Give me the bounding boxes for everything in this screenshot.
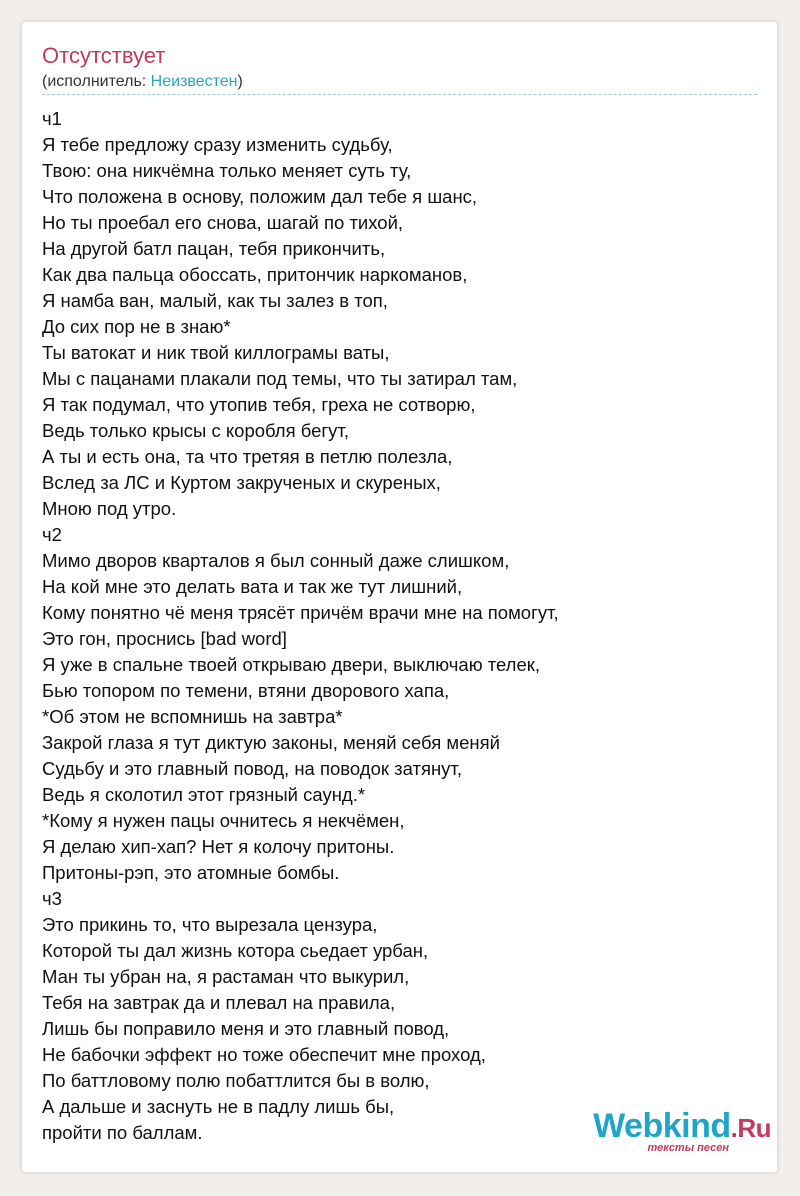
lyric-line: Вслед за ЛС и Куртом закрученых и скуреных,	[42, 472, 441, 493]
lyric-line: Это гон, проснись [bad word]	[42, 628, 287, 649]
lyric-line: Лишь бы поправило меня и это главный повод,	[42, 1018, 450, 1039]
lyric-line: Которой ты дал жизнь котора сьедает урбан,	[42, 940, 429, 961]
song-title: Отсутствует	[42, 43, 166, 68]
lyric-line: Ты ватокат и ник твой киллограмы ваты,	[42, 342, 390, 363]
logo-tld-text: .Ru	[730, 1113, 771, 1143]
artist-prefix: (исполнитель:	[42, 73, 151, 90]
logo-wordmark	[593, 1108, 771, 1146]
lyric-line: Мною под утро.	[42, 498, 177, 519]
lyrics-card	[22, 22, 777, 1172]
lyrics-text	[42, 106, 757, 1146]
lyric-line: Твою: она никчёмна только меняет суть ту,	[42, 160, 412, 181]
lyric-line: Тебя на завтрак да и плевал на правила,	[42, 992, 396, 1013]
logo-main-text: Webkind	[593, 1107, 731, 1145]
lyric-line: пройти по баллам.	[42, 1122, 203, 1143]
lyric-line: Я намба ван, малый, как ты залез в топ,	[42, 290, 388, 311]
lyric-line: Притоны-рэп, это атомные бомбы.	[42, 862, 340, 883]
lyric-line: Ман ты убран на, я растаман что выкурил,	[42, 966, 410, 987]
lyric-line: А дальше и заснуть не в падлу лишь бы,	[42, 1096, 395, 1117]
lyric-line: Закрой глаза я тут диктую законы, меняй себя меняй	[42, 732, 500, 753]
artist-link[interactable]: Неизвестен	[150, 73, 238, 90]
lyric-line: Я делаю хип-хап? Нет я колочу притоны.	[42, 836, 395, 857]
lyric-line: Мимо дворов кварталов я был сонный даже слишком,	[42, 550, 510, 571]
lyric-line: Кому понятно чё меня трясёт причём врачи мне на помогут,	[42, 602, 559, 623]
lyric-line: ч2	[42, 524, 62, 545]
lyric-line: Ведь только крысы с коробля бегут,	[42, 420, 349, 441]
lyric-line: Что положена в основу, положим дал тебе я шанс,	[42, 186, 478, 207]
lyric-line: До сих пор не в знаю*	[42, 316, 231, 337]
lyric-line: Я уже в спальне твоей открываю двери, выключаю телек,	[42, 654, 540, 675]
lyric-line: Это прикинь то, что вырезала цензура,	[42, 914, 378, 935]
lyric-line: *Кому я нужен пацы очнитесь я некчёмен,	[42, 810, 405, 831]
logo-tagline: тексты песен	[647, 1142, 729, 1154]
lyric-line: Я тебе предложу сразу изменить судьбу,	[42, 134, 393, 155]
lyric-line: Но ты проебал его снова, шагай по тихой,	[42, 212, 404, 233]
lyric-line: Судьбу и это главный повод, на поводок затянут,	[42, 758, 462, 779]
lyric-line: Мы с пацанами плакали под темы, что ты затирал там,	[42, 368, 518, 389]
lyric-line: ч3	[42, 888, 62, 909]
lyric-line: Не бабочки эффект но тоже обеспечит мне проход,	[42, 1044, 486, 1065]
lyric-line: *Об этом не вспомнишь на завтра*	[42, 706, 343, 727]
lyric-line: А ты и есть она, та что третяя в петлю полезла,	[42, 446, 453, 467]
lyric-line: На кой мне это делать вата и так же тут лишний,	[42, 576, 463, 597]
lyric-line: ч1	[42, 108, 62, 129]
lyric-line: На другой батл пацан, тебя прикончить,	[42, 238, 386, 259]
lyric-line: Бью топором по темени, втяни дворового хапа,	[42, 680, 450, 701]
webkind-logo[interactable]	[571, 1108, 771, 1158]
lyric-line: По баттловому полю побаттлится бы в волю,	[42, 1070, 430, 1091]
artist-line	[42, 72, 243, 92]
lyric-line: Я так подумал, что утопив тебя, греха не сотворю,	[42, 394, 476, 415]
lyric-line: Ведь я сколотил этот грязный саунд.*	[42, 784, 366, 805]
dashed-divider	[42, 94, 757, 95]
artist-suffix: )	[237, 73, 243, 90]
lyric-line: Как два пальца обоссать, притончик наркоманов,	[42, 264, 468, 285]
